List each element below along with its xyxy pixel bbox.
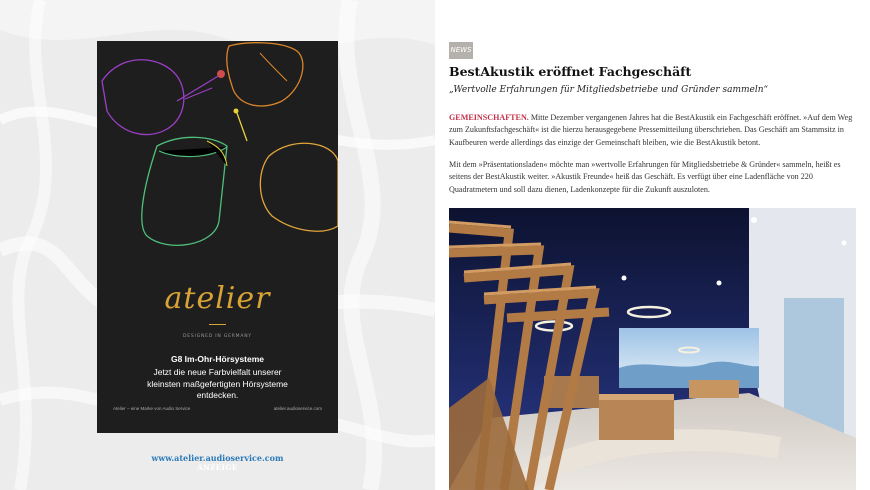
article-kicker: GEMEINSCHAFTEN. (449, 113, 529, 122)
advert-footer-brand: Atelier – eine Marke von Audio Service (113, 406, 191, 411)
article-subheadline: „Wertvolle Erfahrungen für Mitgliedsbetriebe und Gründer sammeln“ (449, 85, 769, 95)
advert-link[interactable]: www.atelier.audioservice.com (151, 453, 284, 463)
article-paragraph-1 (449, 112, 859, 149)
article-paragraph-2: Mit dem »Präsentationsladen« möchte man »wertvolle Erfahrungen für Mitgliedsbetriebe & Gründer« sammeln, heißt es seitens der BestAkustik weiter. »Akustik Freunde« heiß das Geschäft. Es verfügt über eine Ladenfläche von 220 Quadratmetern und soll dazu dienen, Ladenkonzepte für die Zukunft auszuloten. (449, 160, 841, 194)
article-headline: BestAkustik eröffnet Fachgeschäft (449, 64, 692, 79)
news-badge: NEWS (449, 42, 473, 59)
paragraph-1-text: Mitte Dezember vergangenen Jahres hat die BestAkustik ein Fachgeschäft eröffnet. »Auf dem Weg zum Zukunftsfachgeschäft« ist die hierzu herausgegebene Pressemitteilung überschrieben. Das Geschäft am Stammsitz in Kaufbeuren werde allerdings das einzige der Gemeinschaft bleiben, wie die BestAkustik betont. (449, 113, 853, 147)
store-interior-photo (449, 208, 856, 490)
advert-tagline: Jetzt die neue Farbvielfalt unserer kleinsten maßgefertigten Hörsysteme entdecken. (147, 367, 288, 400)
product-name: G8 Im-Ohr-Hörsysteme (170, 354, 265, 364)
advert-panel (97, 41, 338, 433)
advert-footer-url: atelier.audioservice.com (273, 406, 322, 411)
brand-divider (209, 324, 226, 325)
advert-label: ANZEIGE (197, 463, 238, 472)
brand-logo: atelier (164, 281, 271, 316)
designed-in-label: DESIGNED IN GERMANY (183, 334, 252, 339)
